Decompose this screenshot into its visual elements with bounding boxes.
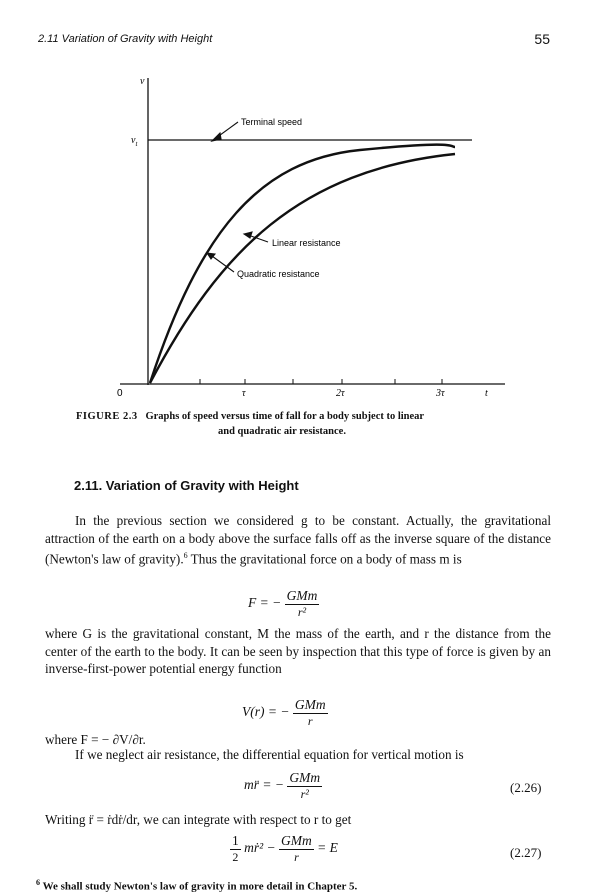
paragraph-1-text: In the previous section we considered g to be constant. Actually, the gravitational attraction of the earth on a body above the surface falls off as the inverse square of the distance (Newton's law of gravity). — [45, 513, 551, 567]
x-ticks — [200, 379, 442, 384]
equation-2-27-mid: mṙ² − — [244, 840, 276, 856]
annotation-arrows — [207, 122, 268, 272]
figure-caption-line2: and quadratic air resistance. — [218, 426, 346, 437]
equation-number-2-27: (2.27) — [510, 845, 542, 860]
equation-2-26 — [244, 770, 322, 802]
terminal-speed-axis-label: $v_t$ — [131, 135, 138, 148]
paragraph-2: where G is the gravitational constant, M the mass of the earth, and r the distance from the center of the earth to the body. It can be seen by inspection that this type of force is given by an inverse-first-power potential energy function — [45, 626, 551, 676]
equation-number-2-26: (2.26) — [510, 780, 542, 795]
equation-2-27-fraction: $\frac{\text{GMm}}{r}$ — [281, 833, 312, 864]
quadratic-resistance-curve — [150, 145, 455, 383]
x-axis-label: t — [485, 388, 488, 399]
x-tick-label-tau: τ — [242, 388, 246, 399]
equation-potential-lhs: V(r) = − — [242, 704, 290, 720]
quadratic-resistance-annotation: Quadratic resistance — [237, 269, 320, 279]
origin-label: 0 — [117, 388, 123, 399]
paragraph-1-tail: Thus the gravitational force on a body of mass m is — [187, 551, 462, 567]
footnote — [36, 878, 357, 893]
figure-caption — [76, 409, 536, 439]
equation-2-26-fraction: $\frac{\text{GMm}}{\text{r²}}$ — [289, 770, 321, 801]
paragraph-3: where F = − ∂V/∂r. — [45, 732, 146, 747]
equation-force-lhs: F = − — [248, 595, 282, 611]
equation-2-27 — [230, 833, 338, 865]
page-number: 55 — [534, 31, 550, 47]
terminal-speed-annotation: Terminal speed — [241, 117, 303, 127]
section-title: 2.11. Variation of Gravity with Height — [74, 478, 299, 493]
equation-2-26-lhs: mr̈ = − — [244, 777, 284, 793]
footnote-ref: 6 — [183, 551, 188, 560]
x-tick-label-3tau: 3τ — [436, 388, 445, 399]
paragraph-4: If we neglect air resistance, the differential equation for vertical motion is — [75, 747, 464, 762]
figure-caption-label: FIGURE 2.3 — [76, 411, 138, 422]
x-tick-label-2tau: 2τ — [336, 388, 345, 399]
y-axis-label: v — [140, 76, 145, 87]
footnote-text: We shall study Newton's law of gravity in more detail in Chapter 5. — [42, 880, 358, 893]
speed-vs-time-figure — [0, 0, 596, 400]
paragraph-1 — [45, 512, 551, 568]
running-head: 2.11 Variation of Gravity with Height — [38, 33, 213, 45]
footnote-mark: 6 — [36, 878, 40, 887]
equation-force — [248, 588, 319, 620]
equation-potential-fraction: $\frac{\text{GMm}}{r}$ — [294, 697, 326, 728]
linear-resistance-annotation: Linear resistance — [272, 238, 341, 248]
equation-2-27-half: $\frac{1}{2}$ — [232, 833, 239, 864]
figure-caption-line1: Graphs of speed versus time of fall for a body subject to linear — [145, 411, 425, 422]
equation-potential — [242, 697, 328, 729]
equation-force-fraction: $\frac{\text{GMm}}{\text{r²}}$ — [286, 588, 318, 619]
paragraph-5: Writing r̈ = ṙdṙ/dr, we can integrate with respect to r to get — [45, 812, 352, 827]
equation-2-27-rhs: = E — [317, 840, 338, 856]
